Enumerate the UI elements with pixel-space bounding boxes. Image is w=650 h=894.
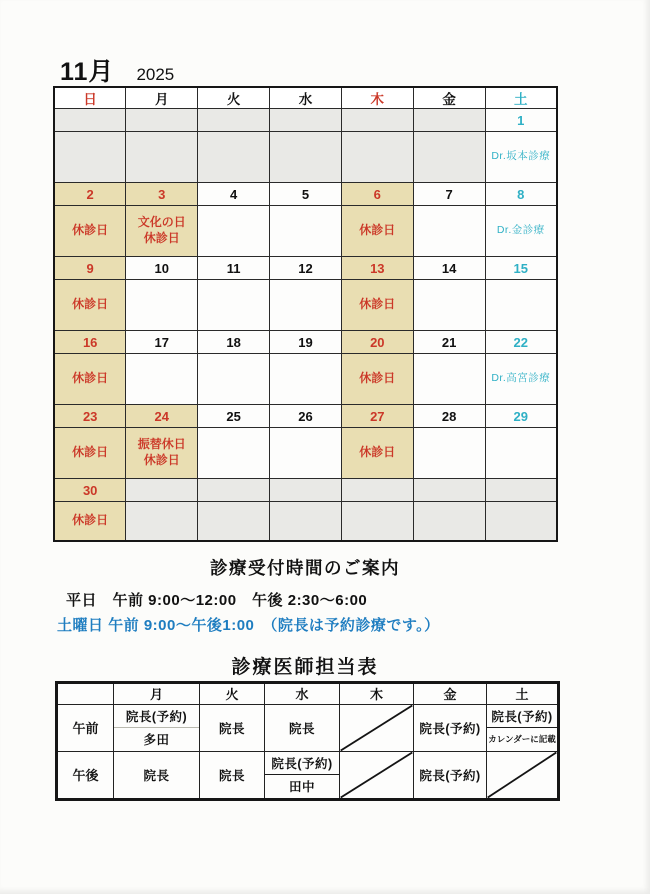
note-line: 休診日	[143, 453, 180, 467]
day-header: 火	[198, 87, 270, 109]
calendar-note-cell	[341, 428, 413, 479]
calendar-date-cell	[126, 109, 198, 132]
calendar-week-notes-row	[54, 280, 557, 331]
calendar-empty-note-cell	[485, 428, 557, 479]
staff-col-header: 土	[487, 682, 559, 704]
calendar-empty-note-cell	[270, 132, 342, 183]
calendar-week-dates-row	[54, 257, 557, 280]
calendar-week-notes-row	[54, 206, 557, 257]
calendar-empty-note-cell	[413, 206, 485, 257]
calendar-note-cell	[341, 354, 413, 405]
staff-cell-content	[414, 752, 486, 798]
staff-row	[57, 751, 559, 799]
calendar-week-notes-row	[54, 132, 557, 183]
staff-name-line: 院長(予約)	[125, 709, 188, 724]
note-line: 休診日	[72, 223, 109, 238]
calendar-week-dates-row	[54, 331, 557, 354]
diagonal-slash-icon	[340, 752, 413, 798]
calendar-date-cell: 9	[54, 257, 126, 280]
calendar-empty-note-cell	[341, 502, 413, 541]
staff-table-title: 診療医師担当表	[231, 656, 379, 678]
calendar-date-cell	[198, 479, 270, 502]
calendar-date-cell: 1	[485, 109, 557, 132]
staff-closed-cell	[340, 751, 414, 799]
staff-name-line: 院長(予約)	[271, 756, 333, 771]
day-header: 日	[54, 87, 126, 109]
staff-cell	[200, 751, 265, 799]
staff-col-header: 月	[114, 682, 200, 704]
note-line: 休診日	[359, 297, 396, 312]
calendar-empty-note-cell	[126, 354, 198, 405]
note-line: 休診日	[143, 231, 180, 245]
reception-hours-section	[0, 555, 650, 635]
calendar-note-cell	[54, 206, 126, 257]
staff-name-line: 院長	[218, 768, 245, 783]
calendar-note-cell	[54, 280, 126, 331]
note-line: 休診日	[72, 297, 109, 312]
calendar-date-cell: 6	[341, 183, 413, 206]
calendar-note-cell	[54, 354, 126, 405]
calendar-date-cell: 2	[54, 183, 126, 206]
calendar-date-cell	[341, 109, 413, 132]
calendar-title-row	[0, 0, 650, 86]
staff-name-line: 院長	[218, 721, 245, 736]
month-title: 11月	[60, 58, 115, 86]
calendar-date-cell: 13	[341, 257, 413, 280]
calendar-empty-note-cell	[341, 132, 413, 183]
staff-name-line: カレンダーに記載	[487, 727, 557, 751]
note-line: Dr.高宮診療	[491, 372, 551, 385]
staff-col-header: 火	[200, 682, 265, 704]
note-line: 休診日	[72, 371, 109, 386]
staff-cell	[414, 704, 487, 751]
calendar-date-cell: 22	[485, 331, 557, 354]
note-line: 文化の日	[137, 215, 186, 230]
calendar-empty-note-cell	[270, 502, 342, 541]
year-title: 2025	[136, 65, 175, 84]
calendar-empty-note-cell	[270, 206, 342, 257]
calendar-empty-note-cell	[270, 354, 342, 405]
calendar-date-cell: 7	[413, 183, 485, 206]
staff-cell	[487, 704, 559, 751]
day-header: 金	[413, 87, 485, 109]
staff-cell-content	[414, 705, 486, 751]
calendar-week-dates-row	[54, 405, 557, 428]
calendar-date-cell: 28	[413, 405, 485, 428]
staff-name-line: 田中	[265, 774, 339, 798]
day-header: 木	[341, 87, 413, 109]
calendar-empty-note-cell	[485, 502, 557, 541]
note-line: Dr.金診療	[496, 224, 545, 237]
calendar-date-cell: 3	[126, 183, 198, 206]
calendar-date-cell: 24	[126, 405, 198, 428]
calendar-empty-note-cell	[413, 280, 485, 331]
note-line: 休診日	[359, 371, 396, 386]
calendar-empty-note-cell	[198, 280, 270, 331]
calendar-header-row	[54, 87, 557, 109]
staff-duty-table	[55, 681, 560, 801]
calendar-date-cell: 8	[485, 183, 557, 206]
staff-cell	[114, 751, 200, 799]
weekday-hours-text: 平日 午前 9:00～12:00 午後 2:30～6:00	[66, 591, 368, 609]
staff-cell	[414, 751, 487, 799]
staff-row-label: 午前	[57, 704, 114, 751]
calendar-empty-note-cell	[270, 280, 342, 331]
calendar-date-cell	[413, 109, 485, 132]
calendar-date-cell: 19	[270, 331, 342, 354]
staff-col-header: 金	[414, 682, 487, 704]
note-line: 休診日	[359, 445, 396, 460]
reception-hours-title: 診療受付時間のご案内	[210, 557, 400, 578]
staff-cell-content	[487, 705, 557, 751]
calendar-empty-note-cell	[413, 502, 485, 541]
note-line: 休診日	[72, 512, 109, 527]
calendar-empty-note-cell	[270, 428, 342, 479]
calendar-date-cell	[485, 479, 557, 502]
calendar-date-cell: 27	[341, 405, 413, 428]
day-header: 土	[485, 87, 557, 109]
calendar-date-cell: 4	[198, 183, 270, 206]
calendar-date-cell: 29	[485, 405, 557, 428]
calendar-empty-note-cell	[126, 280, 198, 331]
day-header: 月	[126, 87, 198, 109]
staff-cell-content	[200, 752, 264, 798]
staff-row-label: 午後	[57, 751, 114, 799]
calendar-table	[53, 86, 558, 542]
calendar-date-cell: 5	[270, 183, 342, 206]
calendar-week-dates-row	[54, 109, 557, 132]
staff-name-line: 多田	[114, 727, 199, 751]
calendar-date-cell	[413, 479, 485, 502]
calendar-date-cell	[54, 109, 126, 132]
calendar-date-cell: 14	[413, 257, 485, 280]
calendar-empty-note-cell	[413, 132, 485, 183]
staff-header-row	[57, 682, 559, 704]
calendar-date-cell: 18	[198, 331, 270, 354]
staff-cell	[114, 704, 200, 751]
staff-cell-content	[265, 752, 339, 798]
note-line: 振替休日	[137, 437, 186, 452]
calendar-date-cell: 20	[341, 331, 413, 354]
calendar-date-cell: 17	[126, 331, 198, 354]
calendar-empty-note-cell	[198, 428, 270, 479]
calendar-note-cell	[126, 428, 198, 479]
calendar-date-cell	[126, 479, 198, 502]
staff-name-line: 院長(予約)	[419, 768, 481, 783]
calendar-date-cell: 30	[54, 479, 126, 502]
staff-closed-cell	[340, 704, 414, 751]
calendar-empty-note-cell	[126, 132, 198, 183]
calendar-note-cell	[485, 206, 557, 257]
staff-cell-content	[114, 752, 199, 798]
calendar-note-cell	[485, 132, 557, 183]
calendar-note-cell	[341, 280, 413, 331]
calendar-week-notes-row	[54, 428, 557, 479]
calendar-empty-note-cell	[485, 280, 557, 331]
staff-cell-content	[200, 705, 264, 751]
staff-cell	[265, 751, 340, 799]
staff-row	[57, 704, 559, 751]
staff-corner-cell	[57, 682, 114, 704]
diagonal-slash-icon	[487, 752, 557, 798]
calendar-date-cell: 16	[54, 331, 126, 354]
staff-cell	[200, 704, 265, 751]
staff-name-line: 院長	[143, 768, 170, 783]
calendar-empty-note-cell	[126, 502, 198, 541]
calendar-date-cell	[198, 109, 270, 132]
staff-name-line: 院長(予約)	[491, 709, 553, 724]
calendar-empty-note-cell	[198, 502, 270, 541]
calendar-date-cell	[270, 109, 342, 132]
staff-name-line: 院長(予約)	[419, 721, 481, 736]
calendar-date-cell: 10	[126, 257, 198, 280]
calendar-date-cell: 21	[413, 331, 485, 354]
calendar-date-cell	[341, 479, 413, 502]
saturday-hours-text: 土曜日 午前 9:00～午後1:00 （院長は予約診療です。）	[57, 616, 440, 634]
calendar-empty-note-cell	[198, 206, 270, 257]
calendar-empty-note-cell	[54, 132, 126, 183]
staff-col-header: 木	[340, 682, 414, 704]
calendar-date-cell: 12	[270, 257, 342, 280]
staff-cell-content	[114, 705, 199, 751]
calendar-date-cell: 15	[485, 257, 557, 280]
diagonal-slash-icon	[340, 705, 413, 751]
calendar-note-cell	[54, 428, 126, 479]
staff-name-line: 院長	[288, 721, 315, 736]
note-line: 休診日	[359, 223, 396, 238]
note-line: Dr.坂本診療	[491, 150, 551, 163]
calendar-note-cell	[341, 206, 413, 257]
calendar-empty-note-cell	[413, 428, 485, 479]
day-header: 水	[270, 87, 342, 109]
calendar-note-cell	[485, 354, 557, 405]
staff-cell-content	[265, 705, 339, 751]
staff-cell	[265, 704, 340, 751]
staff-closed-cell	[487, 751, 559, 799]
calendar-date-cell: 23	[54, 405, 126, 428]
calendar-week-dates-row	[54, 183, 557, 206]
calendar-date-cell: 26	[270, 405, 342, 428]
calendar-week-dates-row	[54, 479, 557, 502]
calendar-week-notes-row	[54, 502, 557, 541]
staff-col-header: 水	[265, 682, 340, 704]
calendar-note-cell	[54, 502, 126, 541]
calendar-empty-note-cell	[413, 354, 485, 405]
calendar-empty-note-cell	[198, 132, 270, 183]
note-line: 休診日	[72, 445, 109, 460]
calendar-date-cell: 11	[198, 257, 270, 280]
calendar-note-cell	[126, 206, 198, 257]
calendar-date-cell	[270, 479, 342, 502]
calendar-week-notes-row	[54, 354, 557, 405]
calendar-empty-note-cell	[198, 354, 270, 405]
calendar-date-cell: 25	[198, 405, 270, 428]
